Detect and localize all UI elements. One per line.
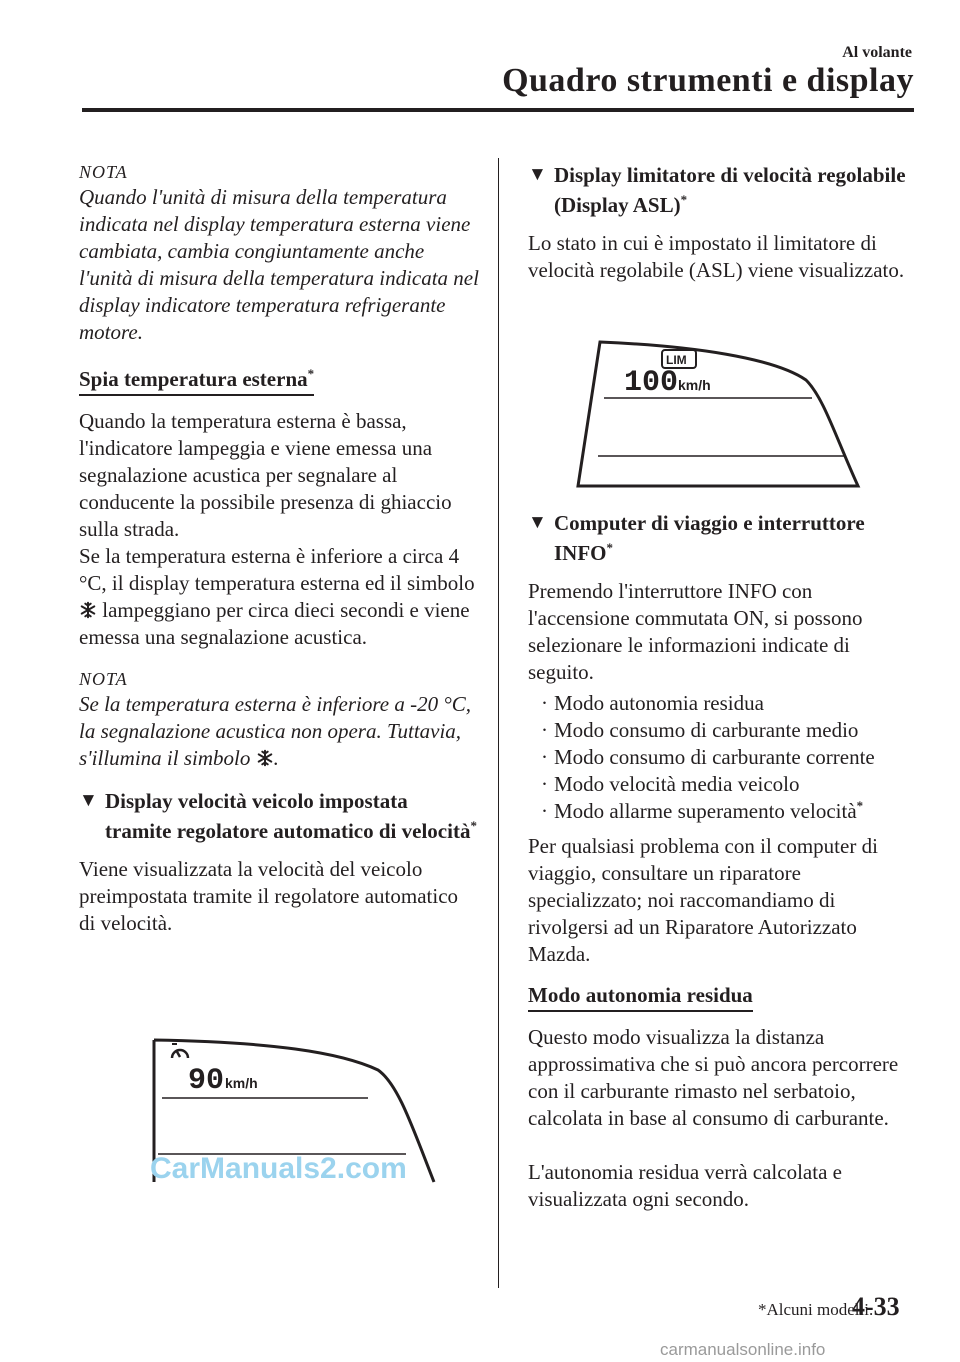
paragraph: Quando la temperatura esterna è bassa, l'indicatore lampeggia e viene emessa una segnalazione acustica per segnalare al conducente la possibile presenza di ghiaccio sulla strada. [79, 409, 452, 541]
corner-watermark: carmanualsonline.info [660, 1340, 826, 1359]
footnote: *Alcuni modelli. [758, 1300, 874, 1319]
snowflake-icon [79, 601, 97, 619]
watermark: CarManuals2.com [150, 1152, 407, 1185]
paragraph [79, 543, 479, 651]
triangle-down-icon: ▼ [79, 790, 98, 811]
list-item: · Modo consumo di carburante corrente [541, 745, 875, 769]
asterisk: * [307, 366, 315, 381]
header-rule [82, 108, 914, 112]
triangle-down-icon: ▼ [528, 164, 547, 185]
subhead-range-mode: Modo autonomia residua [528, 982, 753, 1012]
asterisk: * [680, 192, 688, 207]
nota-label: NOTA [79, 669, 128, 689]
info-modes-list [528, 690, 918, 825]
page-title: Quadro strumenti e display [502, 62, 914, 99]
paragraph: Questo modo visualizza la distanza approssimativa che si può ancora percorrere con il carburante rimasto nel serbatoio, calcolata in base al consumo di carburante. [528, 1025, 899, 1130]
snowflake-icon [256, 749, 274, 767]
section-heading-trip-computer [528, 508, 918, 568]
paragraph-text: Se la temperatura esterna è inferiore a circa 4 °C, il display temperatura esterna ed il simbolo [79, 544, 475, 595]
list-item: · Modo allarme superamento velocità* [541, 798, 864, 823]
speed-unit: km/h [225, 1075, 258, 1091]
right-column [528, 160, 918, 1213]
speedometer-icon [172, 1044, 188, 1058]
nota-text: Quando l'unità di misura della temperatura indicata nel display temperatura esterna viene cambiata, cambia congiuntamente anche l'unità di misura della temperatura indicata nel display indicatore temperatura refrigerante motore. [79, 185, 479, 344]
asterisk: * [470, 818, 477, 833]
lim-badge-text: LIM [666, 353, 687, 367]
paragraph: L'autonomia residua verrà calcolata e visualizzata ogni secondo. [528, 1160, 842, 1211]
section-heading-text: Computer di viaggio e interruttore INFO* [554, 511, 865, 565]
section-heading-asl [528, 160, 918, 220]
chapter-label: Al volante [842, 44, 912, 61]
list-item: · Modo consumo di carburante medio [541, 718, 859, 742]
nota-text-part: Se la temperatura esterna è inferiore a -20 °C, la segnalazione acustica non opera. Tuttavia, s'illumina il simbolo [79, 692, 471, 770]
paragraph: Premendo l'interruttore INFO con l'accensione commutata ON, si possono selezionare le informazioni indicate di seguito. [528, 579, 863, 684]
nota-text-end: . [273, 746, 279, 770]
triangle-down-icon: ▼ [528, 512, 547, 533]
paragraph: Viene visualizzata la velocità del veicolo preimpostata tramite il regolatore automatico di velocità. [79, 857, 459, 935]
section-heading-text: Display limitatore di velocità regolabile (Display ASL)* [554, 163, 906, 217]
list-item: · Modo autonomia residua [541, 691, 764, 715]
nota-text [79, 691, 479, 772]
set-speed-value: 90 [188, 1064, 225, 1098]
section-heading-cruise [79, 786, 479, 846]
asterisk: * [856, 798, 864, 813]
nota-label: NOTA [79, 162, 128, 182]
limit-speed-value: 100 [624, 366, 679, 400]
column-divider [498, 158, 499, 1288]
asl-display-figure [574, 338, 864, 494]
list-item: · Modo velocità media veicolo [541, 772, 800, 796]
left-column [79, 160, 479, 947]
subhead-text: Spia temperatura esterna [79, 367, 308, 391]
speed-unit: km/h [678, 377, 711, 393]
asterisk: * [606, 540, 613, 555]
section-heading-text: Display velocità veicolo impostata tramite regolatore automatico di velocità* [105, 789, 477, 843]
subhead-outside-temp [79, 366, 314, 396]
paragraph-text: lampeggiano per circa dieci secondi e viene emessa una segnalazione acustica. [79, 598, 470, 649]
page-number: 4-33 [852, 1292, 900, 1321]
paragraph: Per qualsiasi problema con il computer di viaggio, consultare un riparatore specializzato; noi raccomandiamo di rivolgersi ad un Riparatore Autorizzato Mazda. [528, 834, 878, 966]
paragraph: Lo stato in cui è impostato il limitatore di velocità regolabile (ASL) viene visualizzato. [528, 231, 905, 282]
